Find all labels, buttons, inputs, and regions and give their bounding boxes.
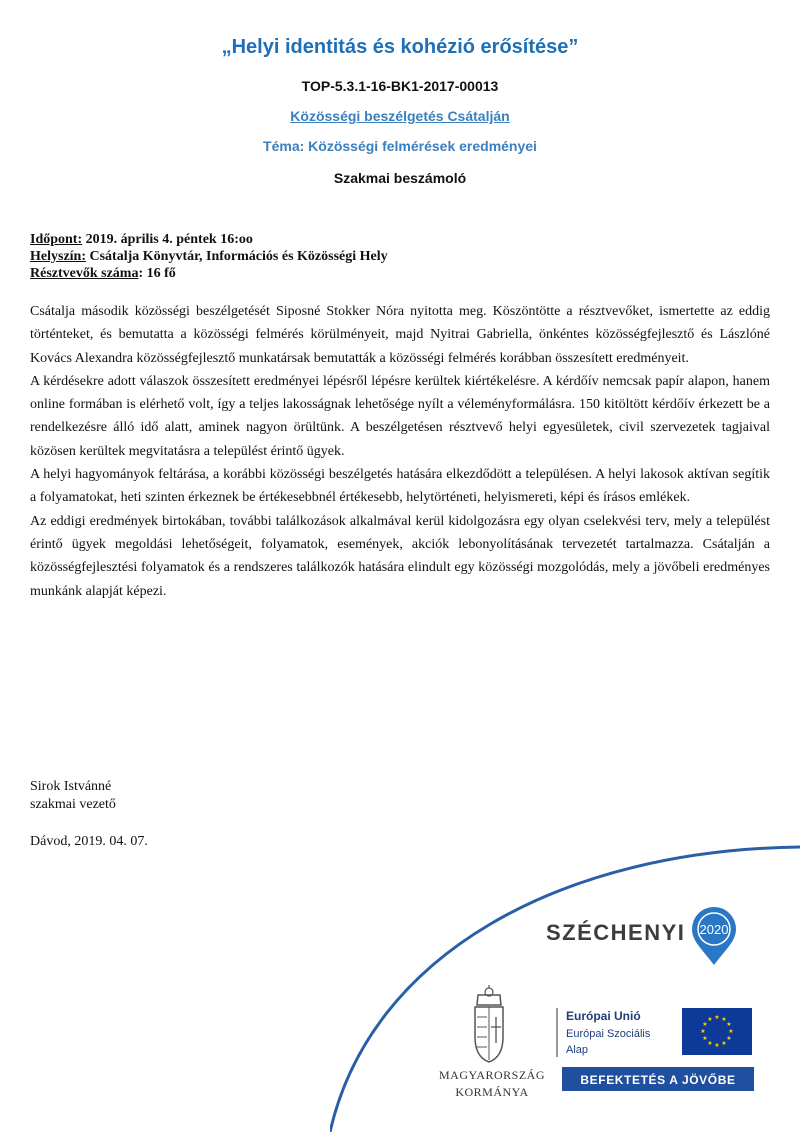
signer-name: Sirok Istvánné	[30, 779, 112, 794]
topic-line: Téma: Közösségi felmérések eredményei	[263, 138, 537, 154]
document-title: „Helyi identitás és kohézió erősítése”	[221, 36, 579, 58]
eu-line-2: Európai Szociális	[566, 1028, 651, 1040]
svg-text:★: ★	[726, 1035, 732, 1042]
paragraph-4: Az eddigi eredmények birtokában, további találkozások alkalmával kerül kidolgozásra egy olyan cselekvési terv, mely a települést érintő ügyek megoldási lehetőségeit, folyamatok, események, akciók lebonyolításának tervezetét tartalmazza. Csátalján a közösségfejlesztési folyamatok és a rendszeres találkozók hatására elindult egy közösségi mozgolódás, mely a jövőbeli eredményes munkánk alapját képezi.	[30, 513, 770, 599]
funding-banner	[330, 845, 800, 1132]
svg-text:★: ★	[721, 1040, 727, 1047]
svg-text:★: ★	[707, 1040, 713, 1047]
szechenyi-year: 2020	[699, 922, 729, 937]
meta-time	[30, 231, 253, 248]
place-date: Dávod, 2019. 04. 07.	[30, 834, 148, 849]
meta-place-value: Csátalja Könyvtár, Információs és Közösségi Hely	[86, 249, 388, 264]
meta-time-label: Időpont:	[30, 232, 83, 247]
svg-text:★: ★	[700, 1028, 706, 1035]
gov-line-1: MAGYARORSZÁG	[438, 1068, 546, 1082]
svg-text:★: ★	[702, 1035, 708, 1042]
gov-line-2: KORMÁNYA	[455, 1085, 529, 1099]
meta-count-value: : 16 fő	[138, 266, 176, 281]
szechenyi-text: SZÉCHENYI	[546, 920, 686, 945]
svg-text:★: ★	[714, 1014, 720, 1021]
report-label: Szakmai beszámoló	[333, 170, 467, 186]
svg-text:★: ★	[714, 1042, 720, 1049]
svg-text:★: ★	[721, 1016, 727, 1023]
meta-place-label: Helyszín:	[30, 249, 86, 264]
invest-text: BEFEKTETÉS A JÖVŐBE	[580, 1073, 736, 1087]
meta-count-label: Résztvevők száma	[30, 266, 139, 281]
paragraph-2: A kérdésekre adott válaszok összesített eredményei lépésről lépésre kerültek kiértékelésre. A kérdőív nemcsak papír alapon, hanem online formában is elérhető volt, így a teljes lakosságnak lehetősége nyílt a véleményformálásra. 150 kitöltött kérdőív érkezett be a rendelkezésre álló idő alatt, aminek nagyon örültünk. A beszélgetésen résztvevő helyi egyesületek, civil szervezetek tagjaival közösen kerültek megvitatásra a települést érintő ügyek.	[30, 373, 770, 459]
signer-role: szakmai vezető	[30, 797, 116, 812]
eu-line-1: Európai Unió	[566, 1009, 641, 1023]
paragraph-3: A helyi hagyományok feltárása, a korábbi közösségi beszélgetés hatására elkezdődött a településen. A helyi lakosok aktívan segítik a folyamatokat, heti szinten érkeznek be értékesebbnél értékesebb, helytörténeti, helyismereti, képi és írásos emlékek.	[30, 467, 770, 506]
svg-text:★: ★	[702, 1021, 708, 1028]
svg-text:★: ★	[728, 1028, 734, 1035]
svg-text:★: ★	[707, 1016, 713, 1023]
meta-place	[30, 248, 388, 265]
paragraph-1: Csátalja második közösségi beszélgetését Siposné Stokker Nóra nyitotta meg. Köszöntötte a résztvevőket, ismertette az eddig történteket, és bemutatta a közösségi felmérés körülményeit, majd Nyitrai Gabriella, önkéntes közösségfejlesztő és Lászlóné Kovács Alexandra közösségfejlesztő munkatársak bemutatták a közösségi felmérés korábban összesített eredményeit.	[30, 304, 770, 366]
project-code: TOP-5.3.1-16-BK1-2017-00013	[301, 78, 499, 94]
report-body	[30, 300, 770, 603]
meta-time-value: 2019. április 4. péntek 16:oo	[82, 232, 253, 247]
event-subtitle: Közösségi beszélgetés Csátalján	[290, 108, 510, 124]
eu-flag-icon	[682, 1008, 752, 1055]
meta-participants	[30, 265, 176, 282]
svg-text:★: ★	[726, 1021, 732, 1028]
eu-line-3: Alap	[566, 1044, 589, 1056]
